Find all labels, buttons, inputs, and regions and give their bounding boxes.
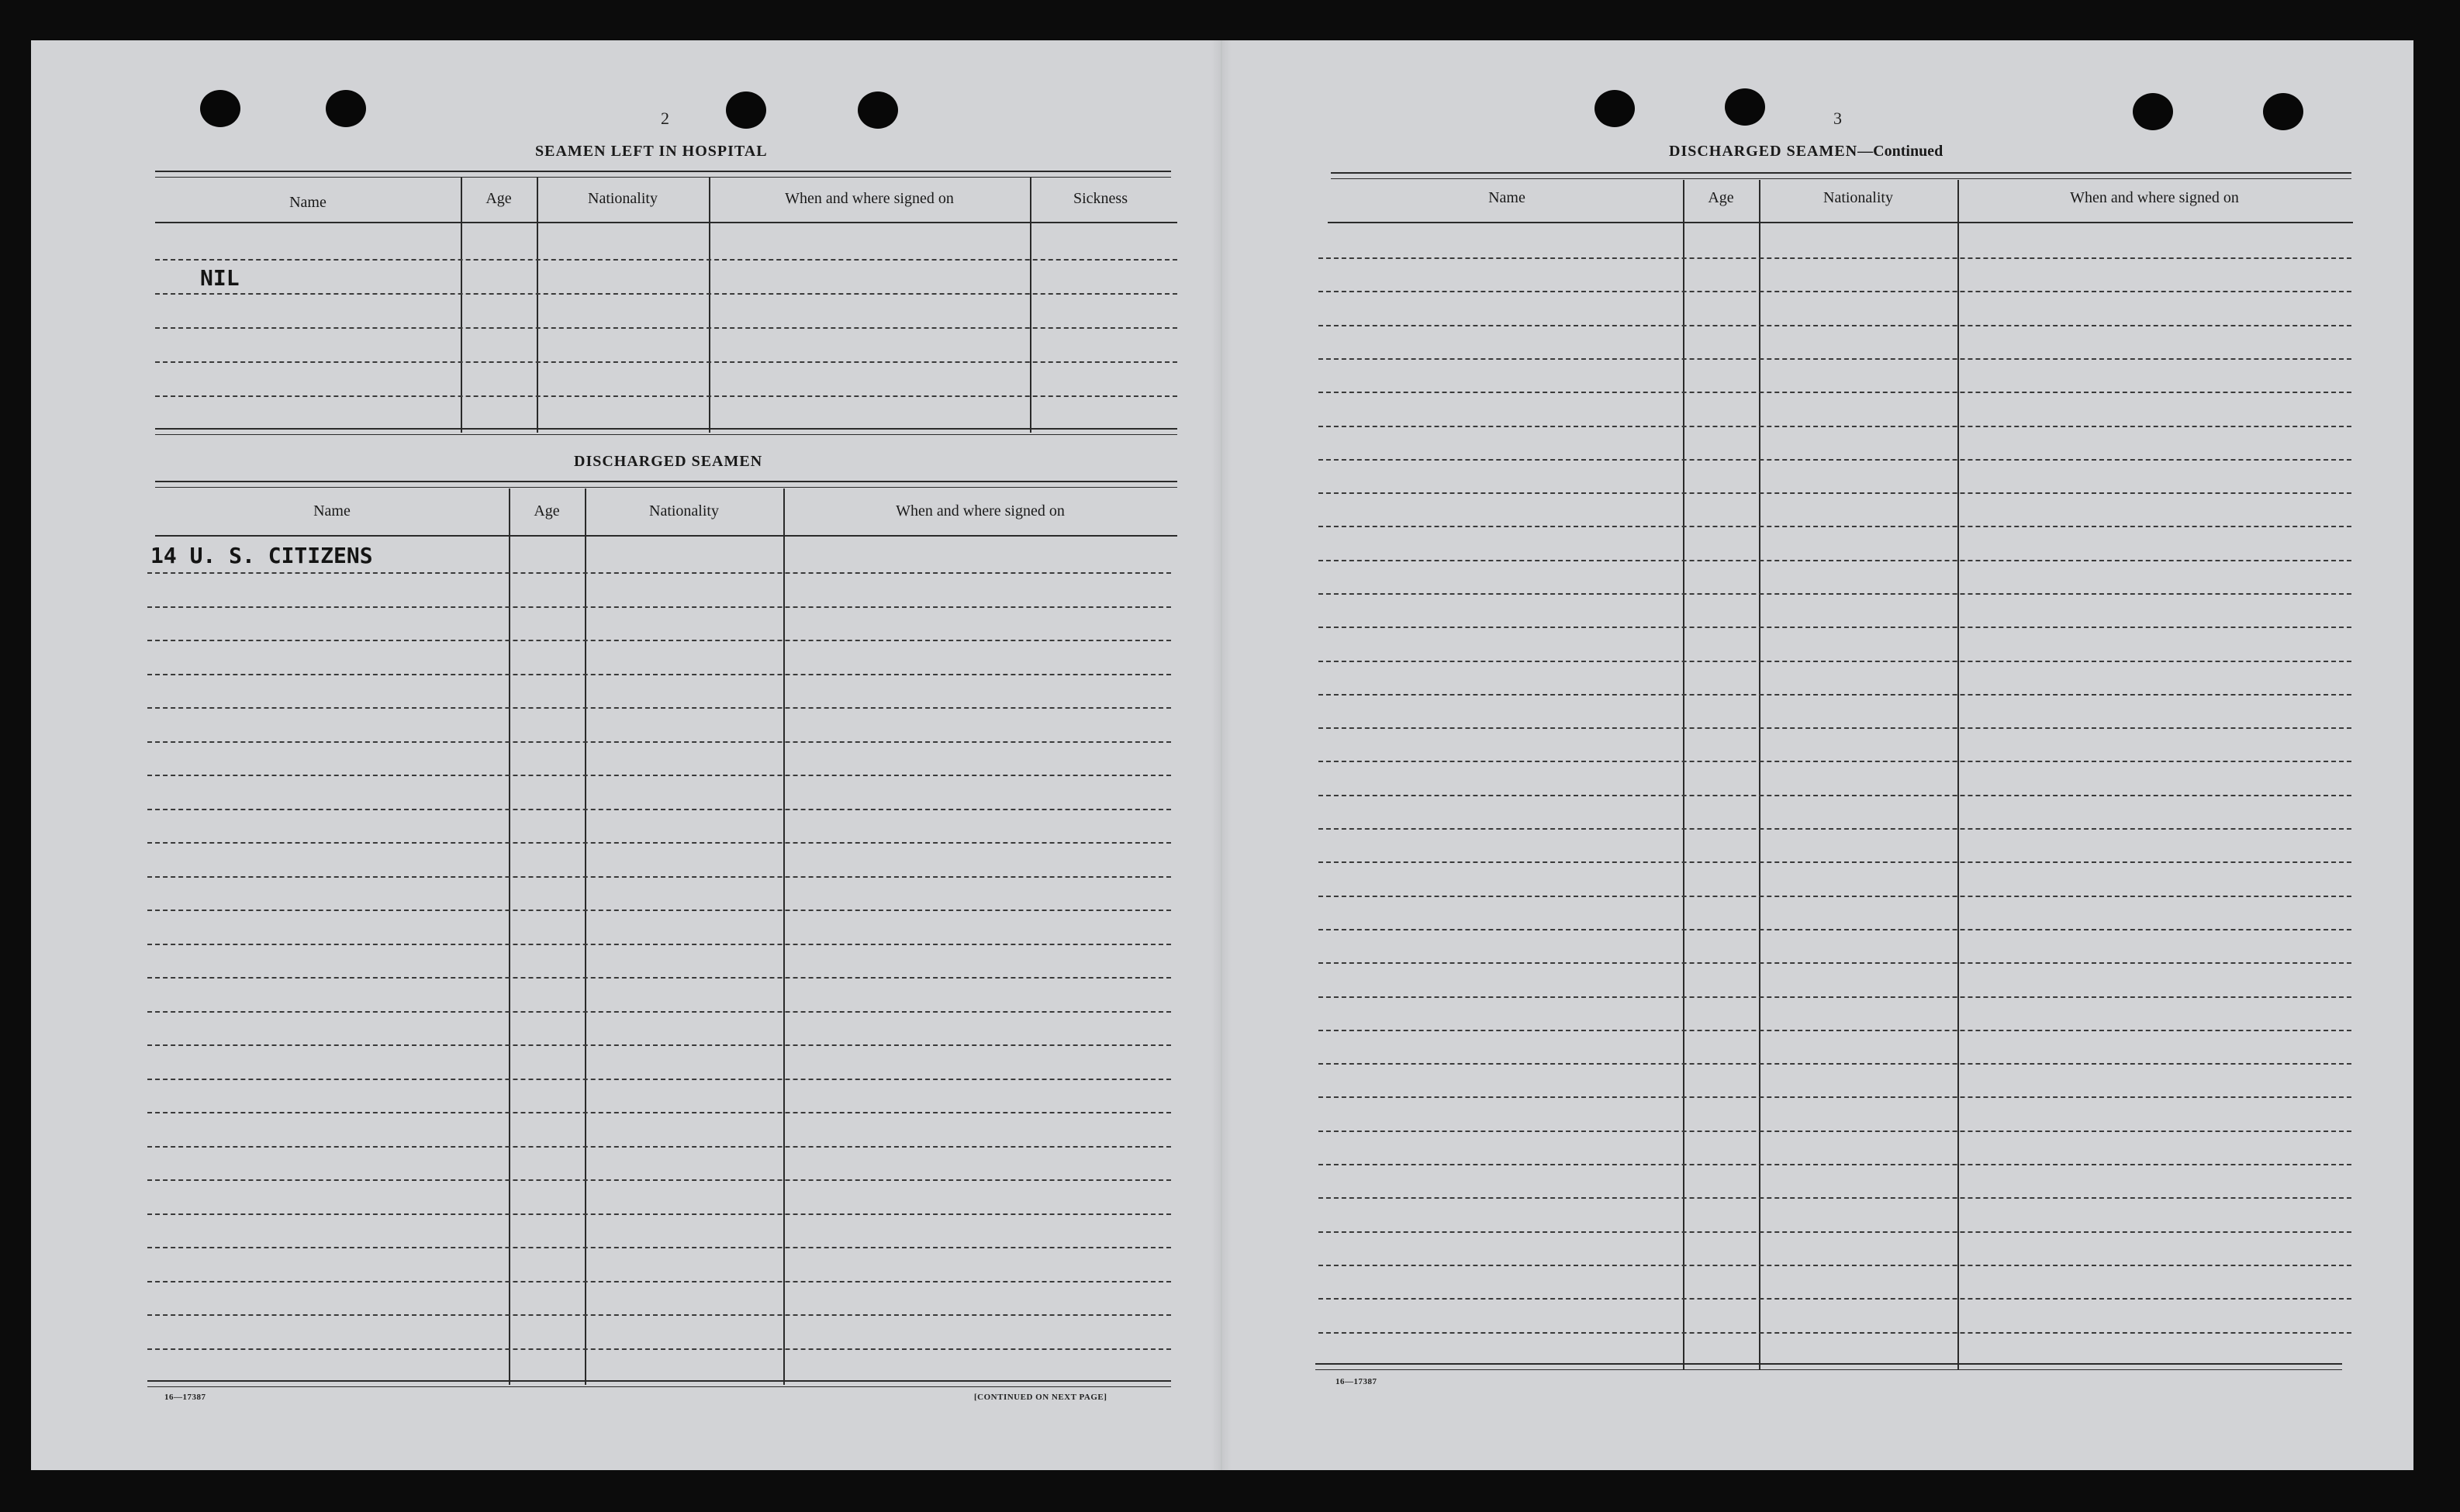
table-row-line: [147, 572, 1171, 574]
table-row-line: [1318, 291, 2351, 292]
table-row-line: [1318, 325, 2351, 326]
column-divider: [1030, 177, 1031, 433]
table-row-line: [1318, 492, 2351, 494]
continued-note: [CONTINUED ON NEXT PAGE]: [974, 1393, 1107, 1402]
table-row-line: [155, 293, 1177, 295]
table-row-line: [1318, 1030, 2351, 1031]
table-row-line: [1318, 929, 2351, 930]
discharged-header-age: Age: [534, 502, 560, 520]
discharged-section-title: DISCHARGED SEAMEN: [574, 453, 763, 470]
table-row-line: [147, 741, 1171, 743]
punch-hole: [858, 91, 898, 129]
right-header-rule: [1328, 222, 2353, 223]
right-header-name: Name: [1488, 189, 1525, 206]
page-number-right: 3: [1833, 109, 1842, 128]
column-divider: [709, 177, 710, 433]
table-row-line: [1318, 1231, 2351, 1233]
punch-hole: [2263, 93, 2303, 130]
table-row-line: [147, 842, 1171, 844]
table-row-line: [1318, 795, 2351, 796]
table-row-line: [1318, 962, 2351, 964]
discharged-top-rule: [155, 481, 1177, 488]
table-row-line: [1318, 761, 2351, 762]
table-row-line: [1318, 996, 2351, 998]
table-row-line: [147, 1011, 1171, 1013]
right-header-nationality: Nationality: [1823, 189, 1893, 206]
column-divider: [783, 488, 785, 1385]
hospital-header-age: Age: [485, 190, 512, 207]
table-row-line: [1318, 257, 2351, 259]
table-row-line: [1318, 1063, 2351, 1065]
right-header-signed-on: When and where signed on: [2070, 189, 2239, 206]
punch-hole: [326, 90, 366, 127]
table-row-line: [1318, 1096, 2351, 1098]
table-row-line: [1318, 1298, 2351, 1300]
right-section-title-main: DISCHARGED SEAMEN: [1669, 143, 1858, 160]
table-row-line: [1318, 861, 2351, 863]
table-row-line: [1318, 1332, 2351, 1334]
table-row-line: [147, 944, 1171, 945]
hospital-bottom-rule: [155, 428, 1177, 435]
hospital-header-name: Name: [289, 194, 327, 211]
table-row-line: [147, 606, 1171, 608]
table-row-line: [1318, 1197, 2351, 1199]
table-row-line: [1318, 426, 2351, 427]
discharged-header-nationality: Nationality: [649, 502, 719, 520]
table-row-line: [147, 977, 1171, 979]
discharged-bottom-rule: [147, 1380, 1171, 1387]
table-row-line: [147, 809, 1171, 810]
table-row-line: [147, 1146, 1171, 1148]
table-row-line: [1318, 694, 2351, 696]
table-row-line: [147, 640, 1171, 641]
right-section-title: [1669, 143, 1943, 161]
right-section-title-suffix: —Continued: [1857, 143, 1943, 160]
right-top-rule: [1331, 172, 2351, 179]
discharged-header-signed-on: When and where signed on: [896, 502, 1065, 520]
punch-hole: [2133, 93, 2173, 130]
table-row-line: [155, 361, 1177, 363]
page-fold: [1211, 40, 1232, 1470]
table-row-line: [1318, 1131, 2351, 1132]
form-number-left: 16—17387: [164, 1393, 206, 1402]
column-divider: [585, 488, 586, 1385]
table-row-line: [155, 259, 1177, 261]
table-row-line: [1318, 627, 2351, 628]
table-row-line: [147, 1179, 1171, 1181]
table-row-line: [1318, 828, 2351, 830]
punch-hole: [726, 91, 766, 129]
table-row-line: [155, 327, 1177, 329]
punch-hole: [200, 90, 240, 127]
table-row-line: [147, 775, 1171, 776]
form-number-right: 16—17387: [1335, 1377, 1377, 1386]
column-divider: [509, 488, 510, 1385]
table-row-line: [147, 674, 1171, 675]
discharged-header-rule: [155, 535, 1177, 537]
table-row-line: [147, 1079, 1171, 1080]
punch-hole: [1595, 90, 1635, 127]
punch-hole: [1725, 88, 1765, 126]
column-divider: [537, 177, 538, 433]
table-row-line: [155, 395, 1177, 397]
table-row-line: [1318, 896, 2351, 897]
table-row-line: [147, 910, 1171, 911]
discharged-header-name: Name: [313, 502, 351, 520]
table-row-line: [1318, 1265, 2351, 1266]
table-row-line: [147, 1314, 1171, 1316]
hospital-header-nationality: Nationality: [588, 190, 658, 207]
hospital-header-signed-on: When and where signed on: [785, 190, 954, 207]
table-row-line: [1318, 1164, 2351, 1165]
hospital-header-sickness: Sickness: [1073, 190, 1128, 207]
table-row-line: [147, 1281, 1171, 1282]
table-row-line: [147, 1044, 1171, 1046]
discharged-entry: 14 U. S. CITIZENS: [150, 543, 373, 568]
table-row-line: [147, 1213, 1171, 1215]
table-row-line: [1318, 358, 2351, 360]
table-row-line: [1318, 727, 2351, 729]
right-header-age: Age: [1708, 189, 1734, 206]
page-number-left: 2: [661, 109, 669, 128]
column-divider: [461, 177, 462, 433]
table-row-line: [147, 876, 1171, 878]
table-row-line: [1318, 392, 2351, 393]
hospital-section-title: SEAMEN LEFT IN HOSPITAL: [535, 143, 768, 160]
table-row-line: [147, 1112, 1171, 1113]
table-row-line: [1318, 459, 2351, 461]
table-row-line: [147, 707, 1171, 709]
table-row-line: [1318, 593, 2351, 595]
hospital-header-rule: [155, 222, 1177, 223]
table-row-line: [147, 1348, 1171, 1350]
table-row-line: [1318, 526, 2351, 527]
hospital-entry-nil: NIL: [200, 265, 240, 291]
table-row-line: [147, 1247, 1171, 1248]
table-row-line: [1318, 560, 2351, 561]
hospital-top-rule: [155, 171, 1171, 178]
right-bottom-rule: [1315, 1363, 2342, 1370]
table-row-line: [1318, 661, 2351, 662]
